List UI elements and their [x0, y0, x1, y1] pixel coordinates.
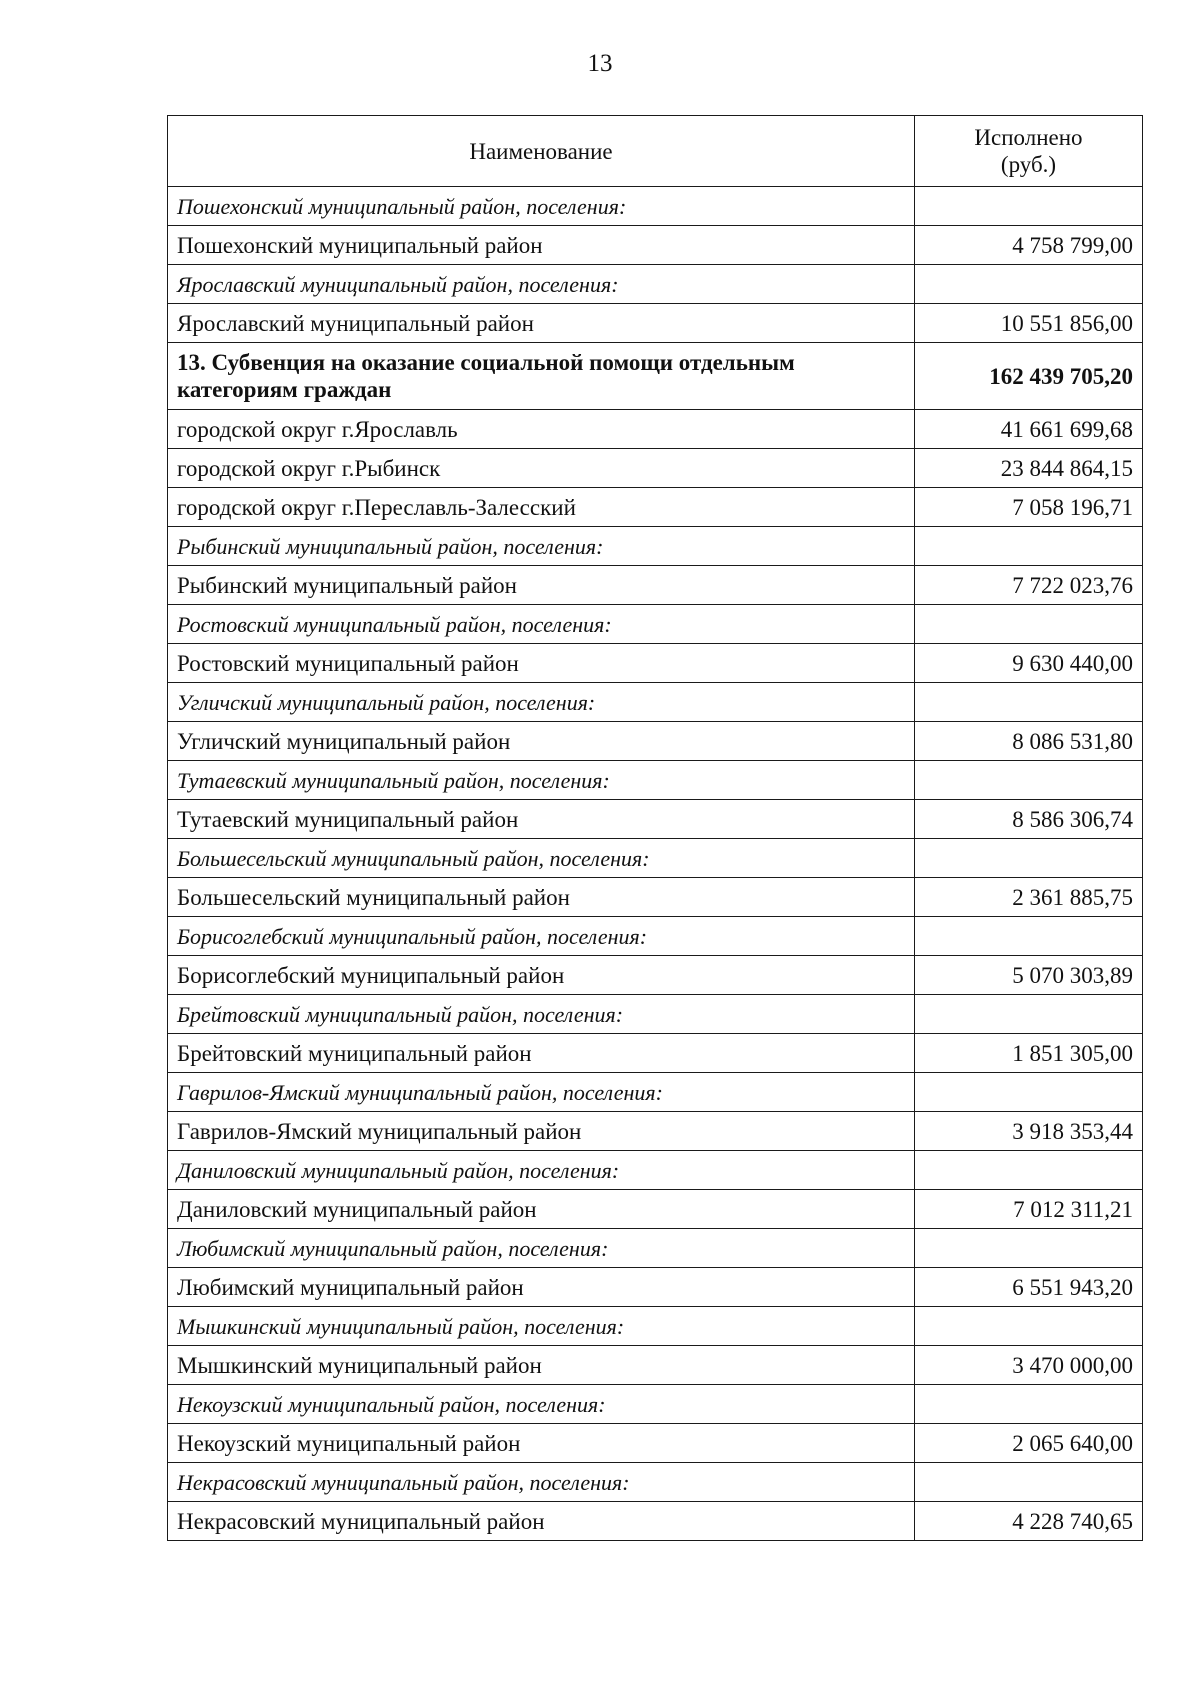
row-name: Мышкинский муниципальный район	[168, 1346, 915, 1385]
table-row-group-heading	[168, 839, 1143, 878]
row-name: Рыбинский муниципальный район	[168, 566, 915, 605]
row-value	[915, 1463, 1143, 1502]
row-value: 8 586 306,74	[915, 800, 1143, 839]
row-name: Пошехонский муниципальный район	[168, 226, 915, 265]
table-row-group-heading	[168, 1463, 1143, 1502]
table-row-group-heading	[168, 1073, 1143, 1112]
table-row-group-heading	[168, 683, 1143, 722]
table-row	[168, 956, 1143, 995]
row-value	[915, 683, 1143, 722]
row-name: Борисоглебский муниципальный район, поселения:	[168, 917, 915, 956]
row-name: Тутаевский муниципальный район	[168, 800, 915, 839]
row-value: 23 844 864,15	[915, 449, 1143, 488]
row-value: 41 661 699,68	[915, 410, 1143, 449]
row-name: Ростовский муниципальный район, поселения:	[168, 605, 915, 644]
row-value	[915, 1073, 1143, 1112]
row-value: 10 551 856,00	[915, 304, 1143, 343]
row-name: 13. Субвенция на оказание социальной помощи отдельным категориям граждан	[168, 343, 915, 410]
table-row	[168, 488, 1143, 527]
row-value	[915, 839, 1143, 878]
table-row-group-heading	[168, 605, 1143, 644]
table-row	[168, 449, 1143, 488]
table-row	[168, 644, 1143, 683]
row-name: городской округ г.Ярославль	[168, 410, 915, 449]
table-row-group-heading	[168, 527, 1143, 566]
row-value	[915, 1307, 1143, 1346]
table-row	[168, 1502, 1143, 1541]
row-value	[915, 527, 1143, 566]
table-row	[168, 410, 1143, 449]
table-body	[168, 187, 1143, 1541]
row-value: 7 012 311,21	[915, 1190, 1143, 1229]
column-header-value-text: Исполнено (руб.)	[974, 125, 1083, 177]
row-name: Даниловский муниципальный район	[168, 1190, 915, 1229]
row-name: Ярославский муниципальный район	[168, 304, 915, 343]
table-row	[168, 1424, 1143, 1463]
row-name: Угличский муниципальный район	[168, 722, 915, 761]
column-header-name: Наименование	[168, 116, 915, 187]
row-value	[915, 1385, 1143, 1424]
row-value: 4 758 799,00	[915, 226, 1143, 265]
row-value: 2 361 885,75	[915, 878, 1143, 917]
table-row	[168, 1268, 1143, 1307]
row-value	[915, 1229, 1143, 1268]
row-name: Некрасовский муниципальный район, поселения:	[168, 1463, 915, 1502]
table-row-group-heading	[168, 917, 1143, 956]
table-row	[168, 722, 1143, 761]
row-name: городской округ г.Рыбинск	[168, 449, 915, 488]
row-name: Пошехонский муниципальный район, поселения:	[168, 187, 915, 226]
table-row	[168, 226, 1143, 265]
table-row-group-heading	[168, 1385, 1143, 1424]
row-name: Борисоглебский муниципальный район	[168, 956, 915, 995]
table-row-group-heading	[168, 187, 1143, 226]
table-row	[168, 878, 1143, 917]
table-row-group-heading	[168, 265, 1143, 304]
row-name: Любимский муниципальный район, поселения:	[168, 1229, 915, 1268]
table-row	[168, 566, 1143, 605]
row-value: 4 228 740,65	[915, 1502, 1143, 1541]
budget-table	[167, 115, 1143, 1541]
row-value: 5 070 303,89	[915, 956, 1143, 995]
row-name: Мышкинский муниципальный район, поселения:	[168, 1307, 915, 1346]
table-row	[168, 1190, 1143, 1229]
row-value: 1 851 305,00	[915, 1034, 1143, 1073]
row-value: 7 722 023,76	[915, 566, 1143, 605]
row-name: Большесельский муниципальный район, поселения:	[168, 839, 915, 878]
row-value: 3 918 353,44	[915, 1112, 1143, 1151]
table-row-group-heading	[168, 1307, 1143, 1346]
row-name: Ростовский муниципальный район	[168, 644, 915, 683]
row-name: Брейтовский муниципальный район, поселения:	[168, 995, 915, 1034]
page-number: 13	[587, 50, 613, 77]
row-value: 6 551 943,20	[915, 1268, 1143, 1307]
row-name: городской округ г.Переславль-Залесский	[168, 488, 915, 527]
row-name: Некрасовский муниципальный район	[168, 1502, 915, 1541]
row-name: Рыбинский муниципальный район, поселения:	[168, 527, 915, 566]
row-value	[915, 265, 1143, 304]
table-row-group-heading	[168, 1151, 1143, 1190]
row-name: Брейтовский муниципальный район	[168, 1034, 915, 1073]
table-row	[168, 1346, 1143, 1385]
row-name: Некоузский муниципальный район, поселения:	[168, 1385, 915, 1424]
row-name: Гаврилов-Ямский муниципальный район	[168, 1112, 915, 1151]
row-value	[915, 187, 1143, 226]
row-name: Некоузский муниципальный район	[168, 1424, 915, 1463]
row-value: 2 065 640,00	[915, 1424, 1143, 1463]
row-name: Большесельский муниципальный район	[168, 878, 915, 917]
table-row	[168, 1034, 1143, 1073]
table-row	[168, 1112, 1143, 1151]
row-value: 9 630 440,00	[915, 644, 1143, 683]
table-row-group-heading	[168, 1229, 1143, 1268]
row-value	[915, 995, 1143, 1034]
row-value	[915, 761, 1143, 800]
table-row-group-heading	[168, 761, 1143, 800]
row-name: Ярославский муниципальный район, поселения:	[168, 265, 915, 304]
table-row	[168, 800, 1143, 839]
row-value: 3 470 000,00	[915, 1346, 1143, 1385]
row-value: 162 439 705,20	[915, 343, 1143, 410]
row-value	[915, 917, 1143, 956]
row-name: Даниловский муниципальный район, поселения:	[168, 1151, 915, 1190]
row-name: Угличский муниципальный район, поселения:	[168, 683, 915, 722]
row-value	[915, 605, 1143, 644]
table-row-group-heading	[168, 995, 1143, 1034]
table-row	[168, 304, 1143, 343]
table-row-total	[168, 343, 1143, 410]
row-value: 7 058 196,71	[915, 488, 1143, 527]
row-value: 8 086 531,80	[915, 722, 1143, 761]
row-value	[915, 1151, 1143, 1190]
row-name: Гаврилов-Ямский муниципальный район, поселения:	[168, 1073, 915, 1112]
row-name: Любимский муниципальный район	[168, 1268, 915, 1307]
row-name: Тутаевский муниципальный район, поселения:	[168, 761, 915, 800]
table-header-row	[168, 116, 1143, 187]
column-header-value	[915, 116, 1143, 187]
